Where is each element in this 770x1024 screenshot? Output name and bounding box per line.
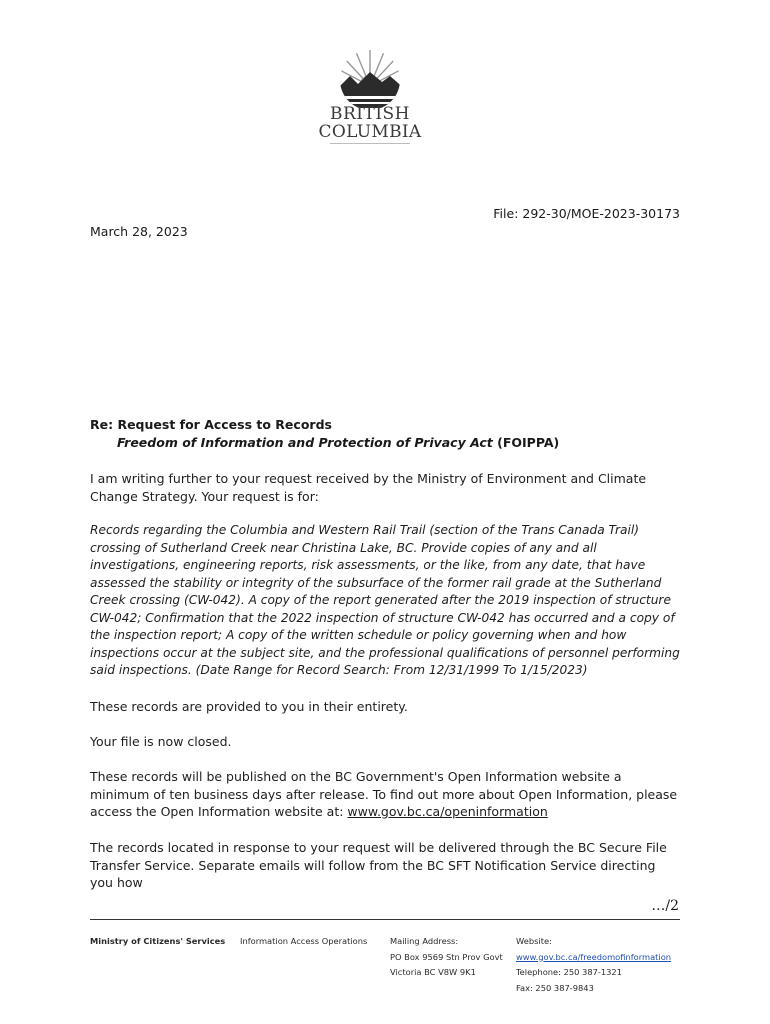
telephone: Telephone: 250 387-1321 (516, 967, 622, 977)
subject-act-line (90, 434, 559, 452)
bc-logo (316, 46, 424, 146)
website-link[interactable]: www.gov.bc.ca/freedomofinformation (516, 951, 672, 962)
website-label: Website: (516, 936, 552, 946)
mailing-line2: Victoria BC V8W 9K1 (390, 967, 476, 977)
footer-divider (90, 919, 680, 920)
act-name: Freedom of Information and Protection of Privacy Act (117, 434, 493, 450)
mailing-line1: PO Box 9569 Stn Prov Govt (390, 951, 503, 962)
intro-paragraph: I am writing further to your request received by the Ministry of Environment and Climate Change Strategy. Your request is for: (90, 471, 647, 504)
subject-re-line: Re: Request for Access to Records (90, 417, 332, 432)
logo-text-line1: BRITISH (329, 104, 411, 124)
footer-mailing-address (390, 934, 503, 981)
act-abbreviation: (FOIPPA) (492, 434, 560, 450)
closed-paragraph: Your file is now closed. (90, 734, 232, 749)
logo-underline (330, 143, 410, 144)
open-information-text: These records will be published on the BC Government's Open Information website a minimum of ten business days after release. To find out more about Open Information, please access the Open Information website at: (90, 769, 678, 819)
transfer-paragraph: The records located in response to your request will be delivered through the BC Secure File Transfer Service. Separate emails will follow from the BC SFT Notification Service directing you how (90, 840, 667, 890)
page-number: …/2 (651, 898, 679, 914)
bc-logo-emblem-icon (316, 46, 424, 108)
letter-date: March 28, 2023 (90, 224, 188, 239)
logo-text-line2: COLUMBIA (318, 122, 422, 142)
open-information-link[interactable]: www.gov.bc.ca/openinformation (347, 804, 548, 819)
footer-operations: Information Access Operations (240, 936, 368, 946)
entirety-paragraph: These records are provided to you in their entirety. (90, 699, 408, 714)
fax: Fax: 250 387-9843 (516, 982, 594, 993)
mailing-label: Mailing Address: (390, 936, 459, 946)
footer-ministry: Ministry of Citizens' Services (90, 936, 226, 946)
open-information-paragraph (90, 768, 680, 821)
file-reference: File: 292-30/MOE-2023-30173 (493, 206, 680, 221)
subject-block (90, 416, 559, 451)
footer-contact (516, 934, 671, 996)
request-paragraph: Records regarding the Columbia and Western Rail Trail (section of the Trans Canada Trail) crossing of Sutherland Creek near Christina Lake, BC. Provide copies of any and all investigations, engineering reports, risk assessments, or the like, from any date, that have assessed the stability or integrity of the subsurface of the former rail grade at the Sutherland Creek crossing (CW-042). A copy of the report generated after the 2019 inspection of structure CW-042; Confirmation that the 2022 inspection of structure CW-042 has occurred and a copy of the inspection report; A copy of the written schedule or policy governing when and how inspections occur at the subject site, and the professional qualifications of personnel performing said inspections. (Date Range for Record Search: From 12/31/1999 To 1/15/2023) (90, 523, 680, 677)
